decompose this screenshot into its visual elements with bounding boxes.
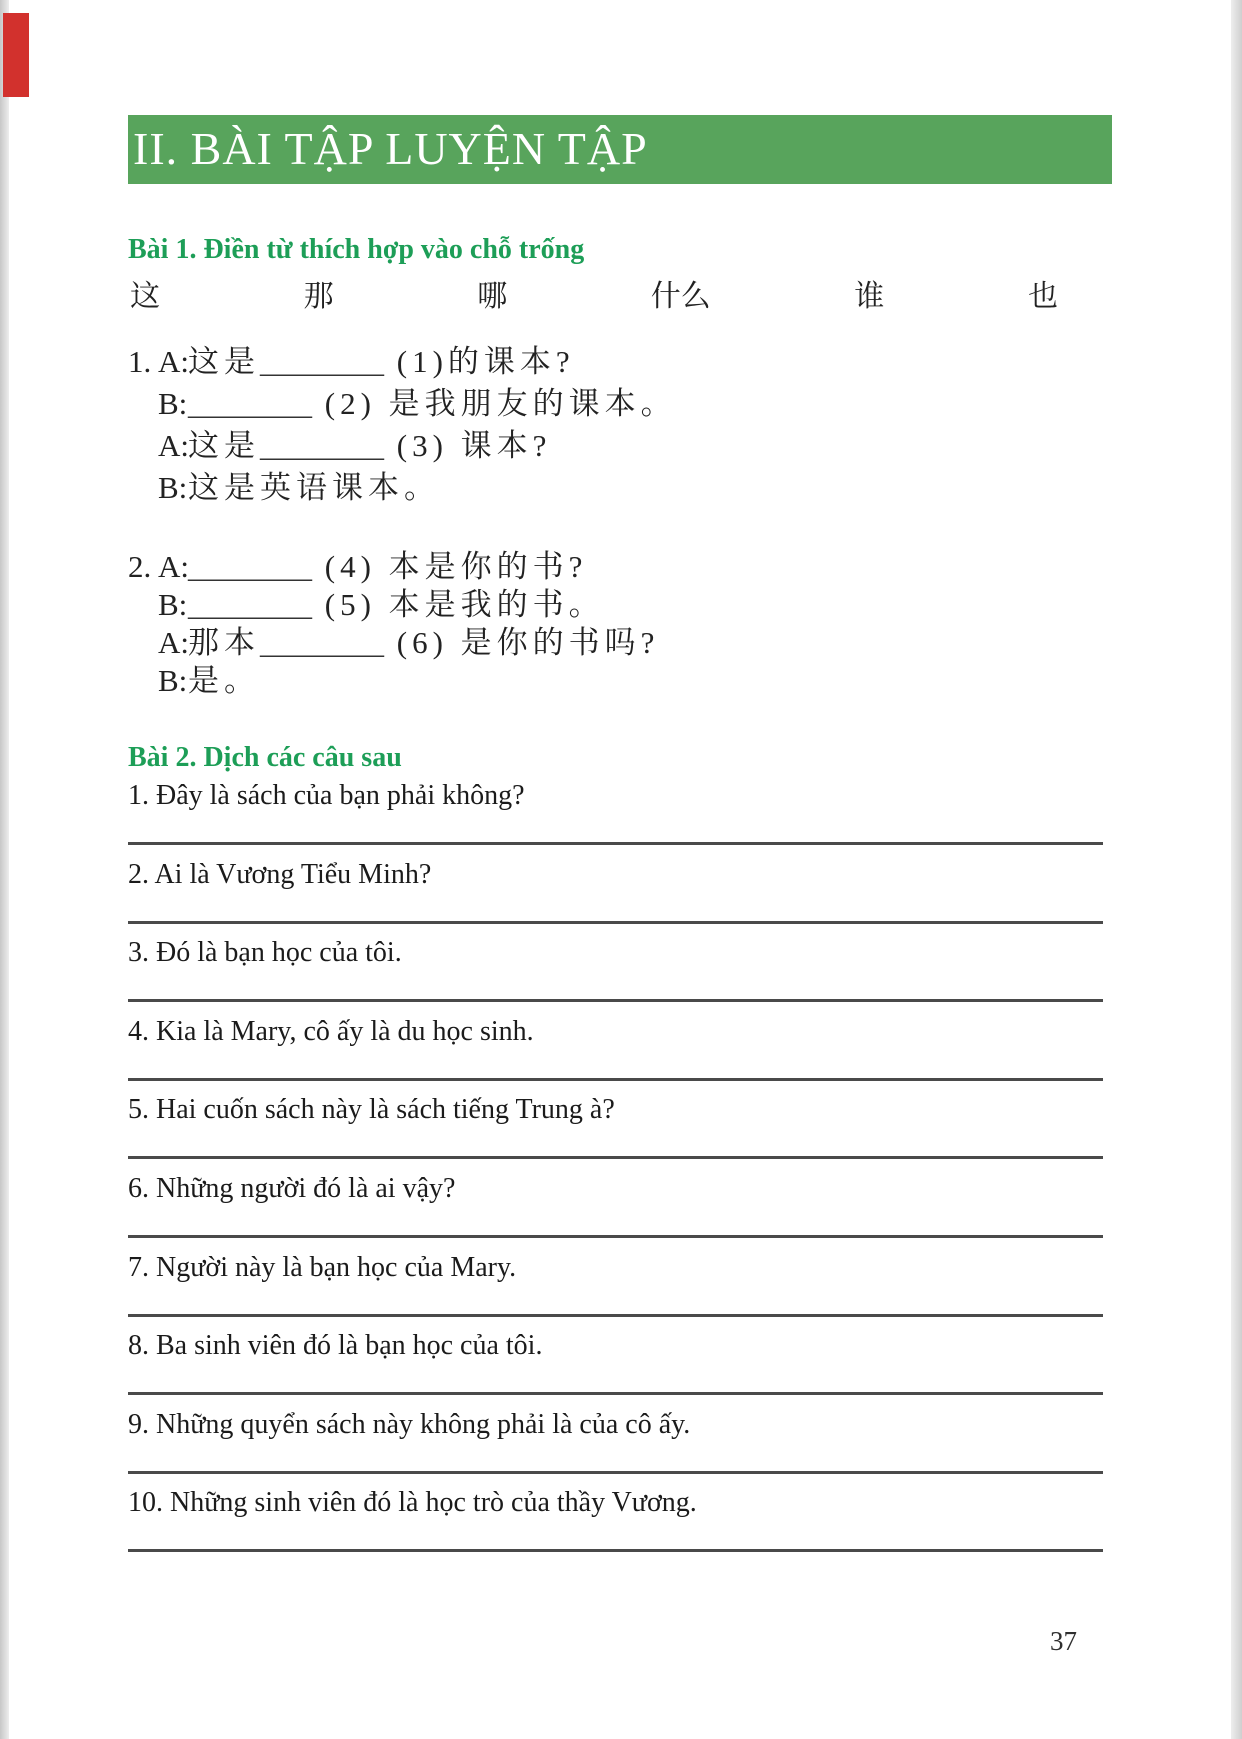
sentence-text: 7. Người này là bạn học của Mary.	[128, 1251, 517, 1283]
sentence-text: 2. Ai là Vương Tiểu Minh?	[128, 858, 432, 890]
line-text-post: (5) 本是我的书。	[312, 587, 605, 622]
translation-list	[128, 778, 1103, 1564]
speaker-label: A:	[158, 428, 189, 463]
section-title: II. BÀI TẬP LUYỆN TẬP	[133, 123, 648, 174]
answer-line	[128, 999, 1103, 1002]
dialogue-2	[128, 548, 1108, 700]
dialogue-line	[128, 586, 1108, 624]
speaker-label: B:	[158, 663, 188, 698]
speaker-label: B:	[158, 386, 188, 421]
line-text-post: (4) 本是你的书?	[312, 549, 588, 584]
speaker-label: B:	[158, 587, 188, 622]
translation-item	[128, 1250, 1103, 1329]
line-text-pre: 是。	[188, 663, 260, 698]
fill-in-blank: ________	[260, 625, 384, 660]
speaker-label: A:	[158, 344, 189, 379]
speaker-label: A:	[158, 549, 189, 584]
fill-in-blank: ________	[188, 386, 312, 421]
dialogue-line	[128, 467, 1108, 509]
answer-line	[128, 842, 1103, 845]
sentence-text: 5. Hai cuốn sách này là sách tiếng Trung à?	[128, 1094, 615, 1126]
speaker-label: A:	[158, 625, 189, 660]
sentence-text: 3. Đó là bạn học của tôi.	[128, 937, 402, 969]
sentence-text: 9. Những quyển sách này không phải là của cô ấy.	[128, 1408, 691, 1440]
dialogue-line	[128, 662, 1108, 700]
sentence-text: 6. Những người đó là ai vậy?	[128, 1172, 456, 1204]
line-text-pre: 这是英语课本。	[188, 470, 440, 505]
word-bank-item: 也	[1027, 280, 1058, 313]
translation-item	[128, 1485, 1103, 1564]
page-edge-left	[0, 0, 9, 1739]
translation-item	[128, 1407, 1103, 1486]
fill-in-blank: ________	[260, 344, 384, 379]
word-bank-item: 这	[130, 280, 160, 313]
answer-line	[128, 1235, 1103, 1238]
page-number: 37	[1050, 1626, 1077, 1656]
sentence-text: 4. Kia là Mary, cô ấy là du học sinh.	[128, 1015, 534, 1047]
speaker-label: B:	[158, 470, 188, 505]
word-bank	[130, 272, 1058, 314]
line-text-post: (6) 是你的书吗?	[384, 625, 660, 660]
fill-in-blank: ________	[260, 428, 384, 463]
sentence-text: 10. Những sinh viên đó là học trò của thầy Vương.	[128, 1487, 697, 1519]
line-text-pre: 这是	[188, 428, 260, 463]
answer-line	[128, 1078, 1103, 1081]
dialogue-number: 2.	[128, 549, 152, 584]
exercise1-heading: Bài 1. Điền từ thích hợp vào chỗ trống	[128, 234, 585, 265]
translation-item	[128, 935, 1103, 1014]
line-text-post: (1)的课本?	[384, 344, 575, 379]
answer-line	[128, 1392, 1103, 1395]
dialogue-number: 1.	[128, 344, 152, 379]
dialogue-1	[128, 341, 1108, 509]
line-text-pre: 那本	[188, 625, 260, 660]
dialogue-line	[128, 425, 1108, 467]
dialogue-line	[128, 548, 1108, 586]
answer-line	[128, 1156, 1103, 1159]
translation-item	[128, 1328, 1103, 1407]
translation-item	[128, 778, 1103, 857]
word-bank-item: 哪	[477, 280, 508, 313]
fill-in-blank: ________	[188, 587, 312, 622]
answer-line	[128, 921, 1103, 924]
dialogue-line	[128, 341, 1108, 383]
line-text-post: (3) 课本?	[384, 428, 552, 463]
translation-item	[128, 1014, 1103, 1093]
answer-line	[128, 1549, 1103, 1552]
word-bank-item: 谁	[854, 280, 885, 313]
translation-item	[128, 857, 1103, 936]
section-banner	[128, 115, 1112, 184]
red-bookmark-tab	[3, 13, 29, 97]
fill-in-blank: ________	[188, 549, 312, 584]
answer-line	[128, 1471, 1103, 1474]
translation-item	[128, 1171, 1103, 1250]
line-text-post: (2) 是我朋友的课本。	[312, 386, 677, 421]
answer-line	[128, 1314, 1103, 1317]
page-edge-right	[1231, 0, 1242, 1739]
translation-item	[128, 1092, 1103, 1171]
sentence-text: 1. Đây là sách của bạn phải không?	[128, 780, 525, 811]
sentence-text: 8. Ba sinh viên đó là bạn học của tôi.	[128, 1330, 543, 1362]
line-text-pre: 这是	[188, 344, 260, 379]
word-bank-item: 什么	[650, 280, 711, 313]
dialogue-line	[128, 383, 1108, 425]
word-bank-item: 那	[303, 280, 334, 313]
exercise2-heading: Bài 2. Dịch các câu sau	[128, 742, 402, 773]
dialogue-line	[128, 624, 1108, 662]
